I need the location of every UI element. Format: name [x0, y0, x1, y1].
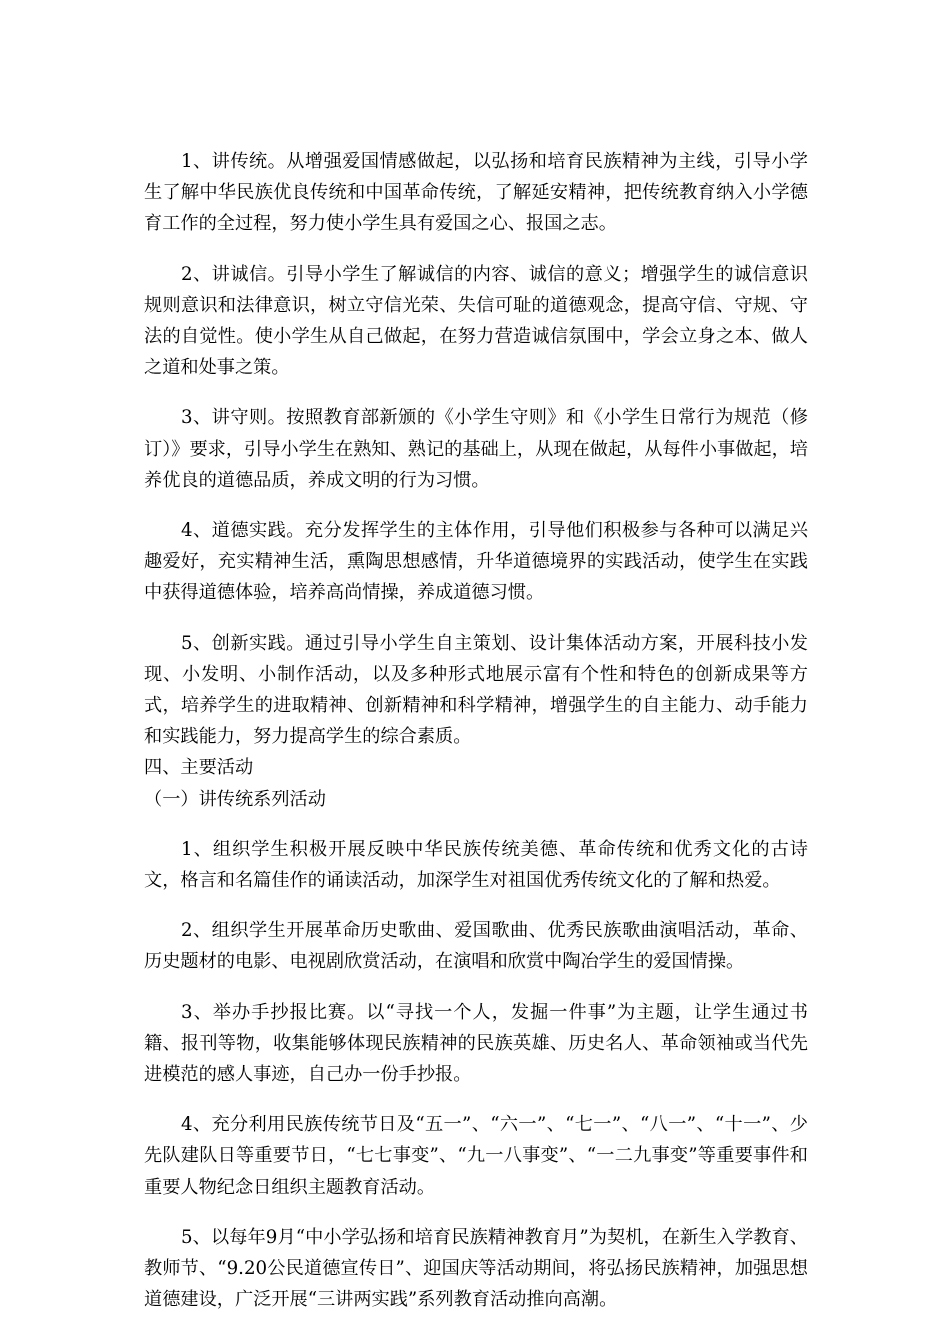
paragraph-recitation-activity: 1、组织学生积极开展反映中华民族传统美德、革命传统和优秀文化的古诗文，格言和名篇佳作的诵读活动，加深学生对祖国优秀传统文化的了解和热爱。	[144, 838, 808, 892]
paragraph-rules: 3、讲守则。按照教育部新颁的《小学生守则》和《小学生日常行为规范（修订）》要求，引导小学生在熟知、熟记的基础上，从现在做起，从每件小事做起，培养优良的道德品质，养成文明的行为习惯。	[144, 407, 808, 491]
paragraph-integrity: 2、讲诚信。引导小学生了解诚信的内容、诚信的意义；增强学生的诚信意识规则意识和法律意识，树立守信光荣、失信可耻的道德观念，提高守信、守规、守法的自觉性。使小学生从自己做起，在努力营造诚信氛围中，学会立身之本、做人之道和处事之策。	[144, 263, 808, 379]
paragraph-moral-practice: 4、道德实践。充分发挥学生的主体作用，引导他们积极参与各种可以满足兴趣爱好，充实精神生活，熏陶思想感情，升华道德境界的实践活动，使学生在实践中获得道德体验，培养高尚情操，养成道德习惯。	[144, 520, 808, 604]
section-heading-main-activities: 四、主要活动	[144, 757, 254, 779]
paragraph-innovation-practice: 5、创新实践。通过引导小学生自主策划、设计集体活动方案，开展科技小发现、小发明、小制作活动，以及多种形式地展示富有个性和特色的创新成果等方式，培养学生的进取精神、创新精神和科学精神，增强学生的自主能力、动手能力和实践能力，努力提高学生的综合素质。	[144, 632, 808, 748]
subsection-heading-tradition-activities: （一）讲传统系列活动	[144, 788, 326, 810]
paragraph-tradition: 1、讲传统。从增强爱国情感做起，以弘扬和培育民族精神为主线，引导小学生了解中华民族优良传统和中国革命传统，了解延安精神，把传统教育纳入小学德育工作的全过程，努力使小学生具有爱国之心、报国之志。	[144, 151, 808, 235]
paragraph-festival-activities: 4、充分利用民族传统节日及“五一”、“六一”、“七一”、“八一”、“十一”、少先队建队日等重要节日，“七七事变”、“九一八事变”、“一二九事变”等重要事件和重要人物纪念日组织主题教育活动。	[144, 1114, 808, 1198]
paragraph-song-activity: 2、组织学生开展革命历史歌曲、爱国歌曲、优秀民族歌曲演唱活动，革命、历史题材的电影、电视剧欣赏活动，在演唱和欣赏中陶冶学生的爱国情操。	[144, 920, 808, 973]
paragraph-national-spirit-month: 5、以每年9月“中小学弘扬和培育民族精神教育月”为契机，在新生入学教育、教师节、“9.20公民道德宣传日”、迎国庆等活动期间，将弘扬民族精神，加强思想道德建设，广泛开展“三讲两实践”系列教育活动推向高潮。	[144, 1226, 808, 1311]
paragraph-handwritten-newspaper: 3、举办手抄报比赛。以“寻找一个人，发掘一件事”为主题，让学生通过书籍、报刊等物，收集能够体现民族精神的民族英雄、历史名人、革命领袖或当代先进模范的感人事迹，自己办一份手抄报。	[144, 1001, 808, 1086]
document-body	[144, 146, 808, 1316]
